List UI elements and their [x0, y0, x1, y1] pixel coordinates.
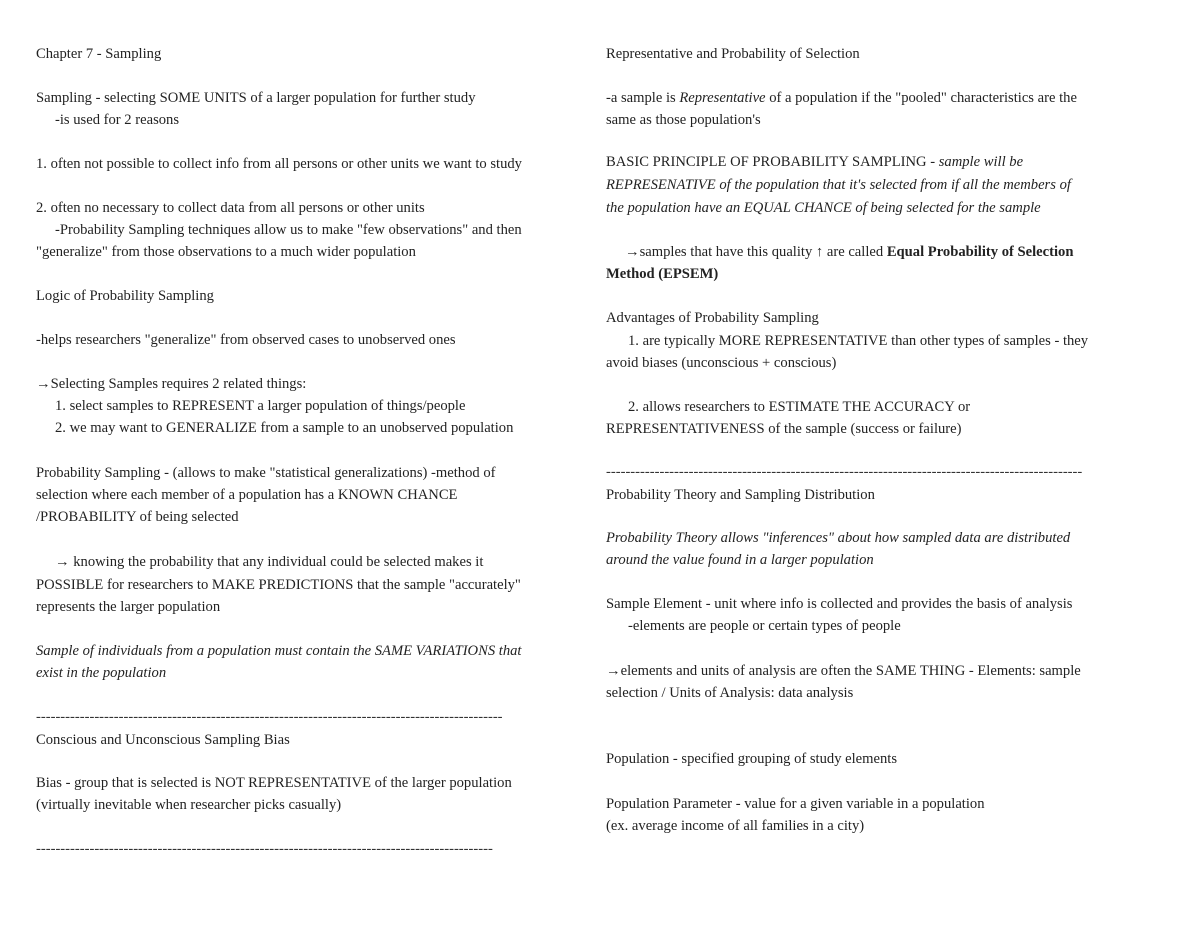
theory-line-2: around the value found in a larger population	[606, 552, 874, 568]
probability-sampling-line-1: Probability Sampling - (allows to make "statistical generalizations) -method of	[36, 465, 496, 481]
epsem-mid: are called	[823, 244, 887, 260]
units-line-2: selection / Units of Analysis: data analysis	[606, 685, 854, 701]
selecting-item-2: 2. we may want to GENERALIZE from a sample to an unobserved population	[55, 420, 514, 436]
basic-principle-line-1	[606, 153, 1023, 171]
sampling-reasons: -is used for 2 reasons	[55, 112, 180, 128]
bias-heading: Conscious and Unconscious Sampling Bias	[36, 732, 290, 748]
advantage-1-line-2: avoid biases (unconscious + conscious)	[606, 355, 837, 371]
theory-line-1: Probability Theory allows "inferences" about how sampled data are distributed	[606, 530, 1071, 546]
selecting-samples: →Selecting Samples requires 2 related things:	[36, 376, 307, 392]
representative-prefix: -a sample is	[606, 90, 680, 106]
logic-heading: Logic of Probability Sampling	[36, 288, 214, 304]
epsem-bold-1: Equal Probability of Selection	[886, 244, 1074, 260]
bias-line-1: Bias - group that is selected is NOT REPRESENTATIVE of the larger population	[36, 775, 512, 791]
population-definition: Population - specified grouping of study elements	[606, 751, 898, 767]
sampling-definition: Sampling - selecting SOME UNITS of a larger population for further study	[36, 90, 476, 106]
advantage-2-line-2: REPRESENTATIVENESS of the sample (success or failure)	[606, 421, 962, 437]
reason-one: 1. often not possible to collect info from all persons or other units we want to study	[36, 156, 522, 172]
variations-line-2: exist in the population	[36, 665, 167, 681]
separator-left-2: ----------------------------------------------------------------------------------------------	[36, 841, 493, 857]
reason-two-sub-2: "generalize" from those observations to a much wider population	[36, 244, 416, 260]
representative-heading: Representative and Probability of Selection	[606, 46, 860, 62]
basic-principle-line-3: the population have an EQUAL CHANCE of being selected for the sample	[606, 200, 1041, 216]
units-line-1: →elements and units of analysis are often the SAME THING - Elements: sample	[606, 663, 1081, 679]
parameter-line-1: Population Parameter - value for a given variable in a population	[606, 796, 985, 812]
representative-line-2: same as those population's	[606, 112, 761, 128]
epsem-line-2: Method (EPSEM)	[606, 266, 719, 282]
probability-sampling-line-2: selection where each member of a population has a KNOWN CHANCE	[36, 487, 458, 503]
basic-principle-italic-1: sample will be	[938, 154, 1024, 170]
epsem-prefix: →samples that have this quality	[625, 244, 816, 260]
page-title: Chapter 7 - Sampling	[36, 46, 162, 62]
arrow-up-icon: ↑	[815, 244, 824, 260]
advantage-1-line-1: 1. are typically MORE REPRESENTATIVE than other types of samples - they	[628, 333, 1089, 349]
sample-element-line-1: Sample Element - unit where info is collected and provides the basis of analysis	[606, 596, 1073, 612]
bias-line-2: (virtually inevitable when researcher picks casually)	[36, 797, 342, 813]
reason-two: 2. often no necessary to collect data from all persons or other units	[36, 200, 425, 216]
representative-suffix: of a population if the "pooled" characteristics are the	[765, 90, 1077, 106]
advantages-heading: Advantages of Probability Sampling	[606, 310, 819, 326]
logic-text: -helps researchers "generalize" from observed cases to unobserved ones	[36, 332, 456, 348]
sample-element-line-2: -elements are people or certain types of people	[628, 618, 901, 634]
separator-right: --------------------------------------------------------------------------------------------------	[606, 464, 1083, 480]
representative-term: Representative	[679, 90, 766, 106]
basic-principle-line-2: REPRESENATIVE of the population that it's selected from if all the members of	[606, 177, 1071, 193]
variations-line-1: Sample of individuals from a population must contain the SAME VARIATIONS that	[36, 643, 522, 659]
knowing-line-1: → knowing the probability that any individual could be selected makes it	[55, 554, 484, 570]
epsem-line-1	[625, 243, 1073, 261]
separator-left-1: ------------------------------------------------------------------------------------------------	[36, 709, 503, 725]
reason-two-sub-1: -Probability Sampling techniques allow us to make "few observations" and then	[55, 222, 522, 238]
advantage-2-line-1: 2. allows researchers to ESTIMATE THE ACCURACY or	[628, 399, 971, 415]
probability-sampling-line-3: /PROBABILITY of being selected	[36, 509, 239, 525]
theory-heading: Probability Theory and Sampling Distribution	[606, 487, 875, 503]
parameter-line-2: (ex. average income of all families in a city)	[606, 818, 865, 834]
basic-principle-label: BASIC PRINCIPLE OF PROBABILITY SAMPLING -	[606, 154, 939, 170]
knowing-line-2: POSSIBLE for researchers to MAKE PREDICTIONS that the sample "accurately"	[36, 577, 521, 593]
selecting-item-1: 1. select samples to REPRESENT a larger population of things/people	[55, 398, 466, 414]
representative-line-1	[606, 89, 1077, 107]
knowing-line-3: represents the larger population	[36, 599, 221, 615]
